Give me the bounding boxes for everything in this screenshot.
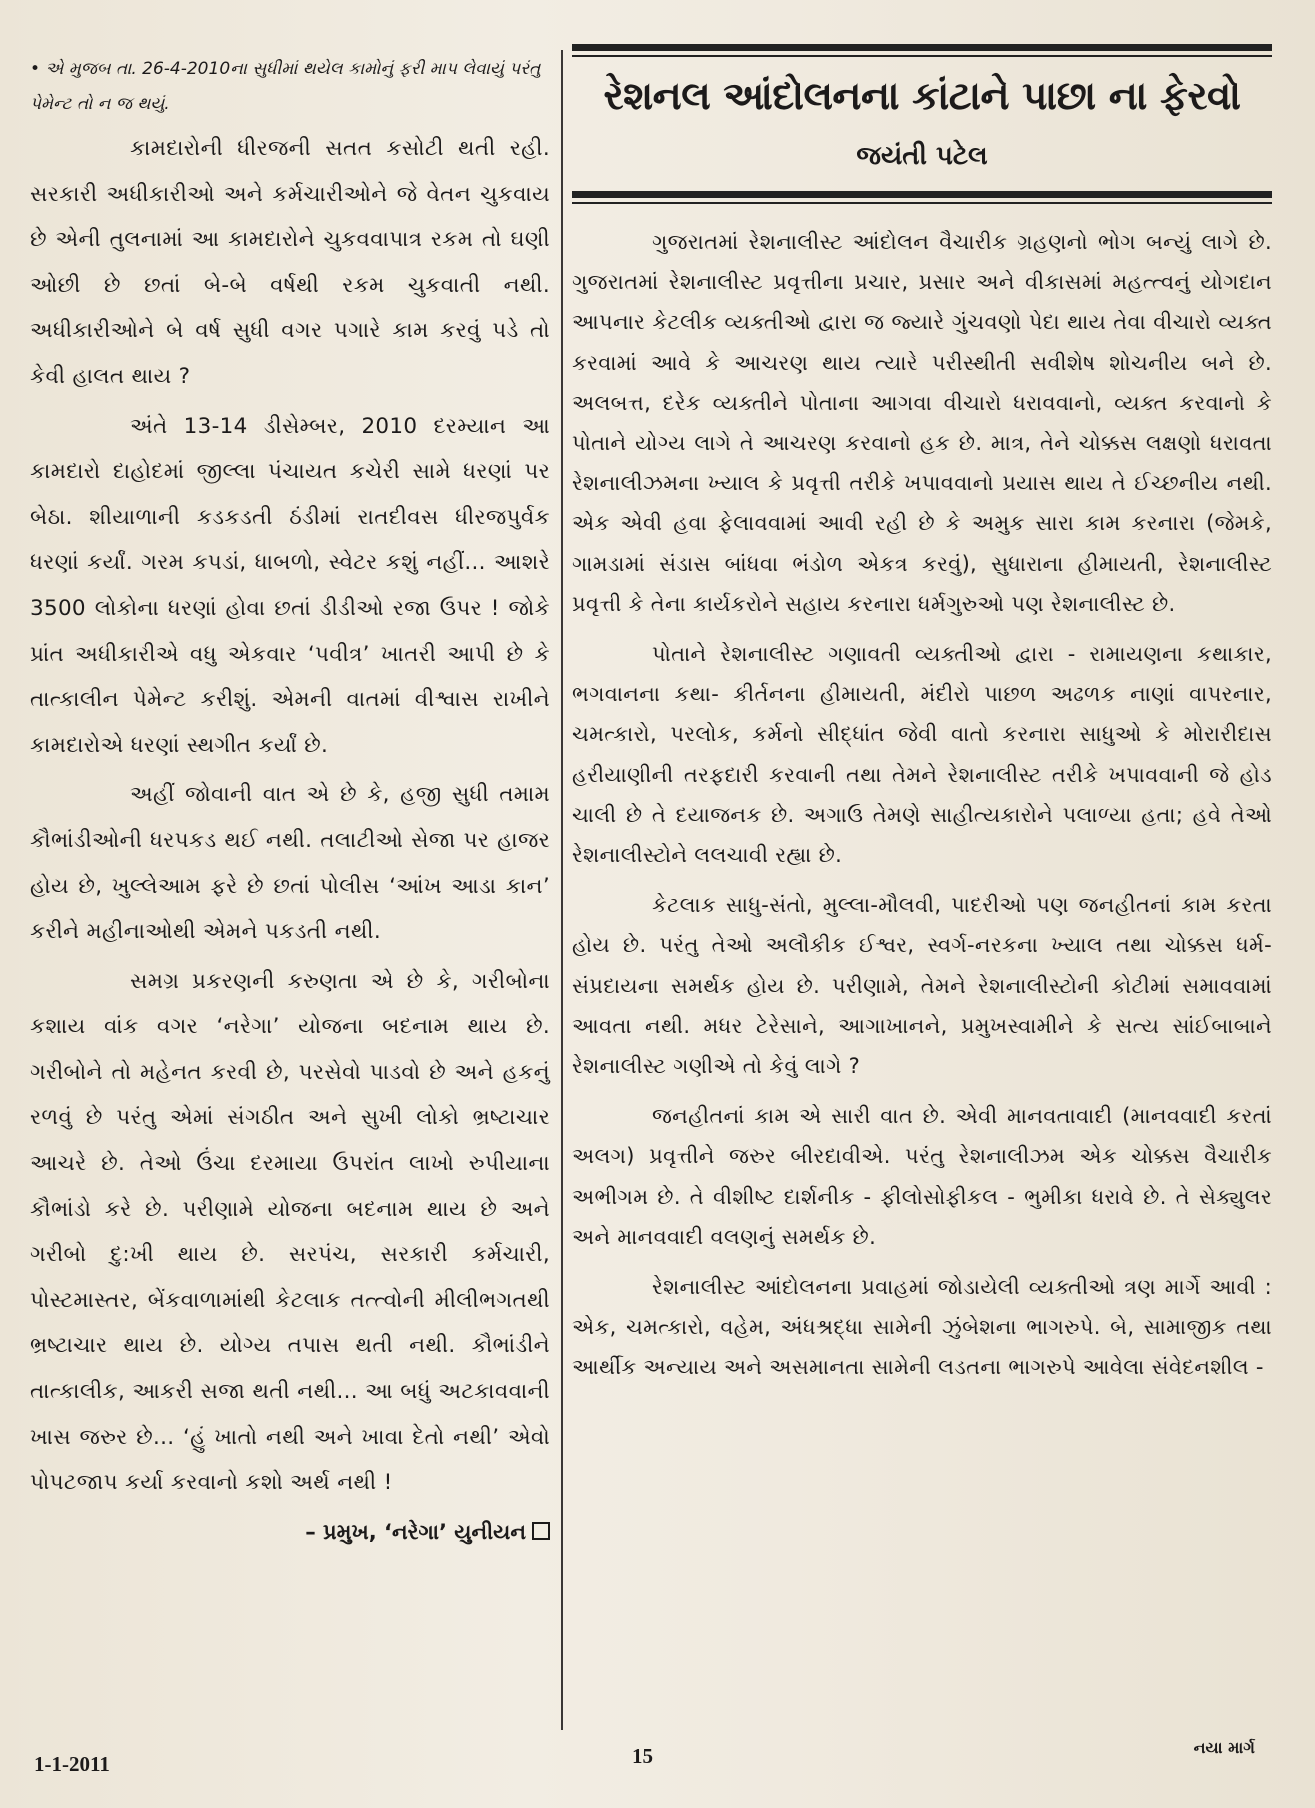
issue-date: 1-1-2011 [34,1752,110,1776]
article-headline: રેશનલ આંદોલનના કાંટાને પાછા ના ફેરવો [603,74,1241,119]
column-divider [561,50,563,1730]
measurement-note: • એ મુજબ તા. 26-4-2010ના સુધીમાં થયેલ કામોનું ફરી માપ લેવાયું પરંતુ પેમેન્ટ તો ન જ થયું. [30,59,541,114]
headline-bottom-rule [572,191,1272,198]
signature-line [30,1510,550,1554]
right-paragraph-4: જનહીતનાં કામ એ સારી વાત છે. એવી માનવતાવાદી (માનવવાદી કરતાં અલગ) પ્રવૃત્તીને જરુર બીરદાવીએ. પરંતુ રેશનાલીઝમ એક ચોક્કસ વૈચારીક અભીગમ છે. તે વીશીષ્ટ દાર્શનીક - ફીલોસોફીકલ - ભુમીકા ધરાવે છે. તે સેક્યુલર અને માનવવાદી વલણનું સમર્થક છે. [572,1104,1272,1249]
article-author: જયંતી પટેલ [856,141,988,171]
headline-bottom-rule-thin [572,202,1272,204]
left-column [30,52,550,1554]
headline-top-rule [572,44,1272,51]
right-column [572,44,1272,1398]
end-mark-square-icon [532,1522,550,1540]
left-paragraph-2: અંતે 13-14 ડીસેમ્બર, 2010 દરમ્યાન આ કામદારો દાહોદમાં જીલ્લા પંચાયત કચેરી સામે ધરણાં પર બેઠા. શીયાળાની કડકડતી ઠંડીમાં રાતદીવસ ધીરજપુર્વક ધરણાં કર્યાં. ગરમ કપડાં, ધાબળો, સ્વેટર કશું નહીં... આશરે 3500 લોકોના ધરણાં હોવા છતાં ડીડીઓ રજા ઉપર ! જોકે પ્રાંત અધીકારીએ વધુ એકવાર ‘પવીત્ર’ ખાતરી આપી છે કે તાત્કાલીન પેમેન્ટ કરીશું. એમની વાતમાં વીશ્વાસ રાખીને કામદારોએ ધરણાં સ્થગીત કર્યાં છે. [30,413,550,758]
signature-text: – પ્રમુખ, ‘નરેગા’ યુનીયન [305,1519,526,1544]
left-paragraph-3: અહીં જોવાની વાત એ છે કે, હજી સુધી તમામ કૌભાંડીઓની ધરપકડ થઈ નથી. તલાટીઓ સેજા પર હાજર હોય છે, ખુલ્લેઆમ ફરે છે છતાં પોલીસ ‘આંખ આડા કાન’ કરીને મહીનાઓથી એમને પકડતી નથી. [30,782,550,945]
page-number: 15 [632,1744,653,1768]
right-paragraph-2: પોતાને રેશનાલીસ્ટ ગણાવતી વ્યક્તીઓ દ્વારા - રામાયણના કથાકાર, ભગવાનના કથા- કીર્તનના હીમાયતી, મંદીરો પાછળ અઢળક નાણાં વાપરનાર, ચમત્કારો, પરલોક, કર્મનો સીદ્ધાંત જેવી વાતો કરનારા સાધુઓ કે મોરારીદાસ હરીયાણીની તરફદારી કરવાની તથા તેમને રેશનાલીસ્ટ તરીકે ખપાવવાની જે હોડ ચાલી છે તે દયાજનક છે. અગાઉ તેમણે સાહીત્યકારોને પલાળ્યા હતા; હવે તેઓ રેશનાલીસ્ટોને લલચાવી રહ્યા છે. [572,642,1272,868]
magazine-name: નયા માર્ગ [1193,1738,1255,1757]
right-paragraph-1: ગુજરાતમાં રેશનાલીસ્ટ આંદોલન વૈચારીક ગ્રહણનો ભોગ બન્યું લાગે છે. ગુજરાતમાં રેશનાલીસ્ટ પ્રવૃત્તીના પ્રચાર, પ્રસાર અને વીકાસમાં મહત્ત્વનું યોગદાન આપનાર કેટલીક વ્યક્તીઓ દ્વારા જ જ્યારે ગુંચવણો પેદા થાય તેવા વીચારો વ્યક્ત કરવામાં આવે કે આચરણ થાય ત્યારે પરીસ્થીતી સવીશેષ શોચનીય બને છે. અલબત્ત, દરેક વ્યક્તીને પોતાના આગવા વીચારો ધરાવવાનો, વ્યક્ત કરવાનો કે પોતાને યોગ્ય લાગે તે આચરણ કરવાનો હક છે. માત્ર, તેને ચોક્કસ લક્ષણો ધરાવતા રેશનાલીઝમના ખ્યાલ કે પ્રવૃત્તી તરીકે ખપાવવાનો પ્રયાસ થાય તે ઈચ્છનીય નથી. એક એવી હવા ફેલાવવામાં આવી રહી છે કે અમુક સારા કામ કરનારા (જેમકે, ગામડામાં સંડાસ બાંધવા ભંડોળ એકત્ર કરવું), સુધારાના હીમાયતી, રેશનાલીસ્ટ પ્રવૃત્તી કે તેના કાર્યકરોને સહાય કરનારા ધર્મગુરુઓ પણ રેશનાલીસ્ટ છે. [572,230,1272,616]
left-paragraph-1: કામદારોની ધીરજની સતત કસોટી થતી રહી. સરકારી અધીકારીઓ અને કર્મચારીઓને જે વેતન ચુકવાય છે એની તુલનામાં આ કામદારોને ચુકવવાપાત્ર રકમ તો ઘણી ઓછી છે છતાં બે-બે વર્ષથી રકમ ચુકવાતી નથી. અધીકારીઓને બે વર્ષ સુધી વગર પગારે કામ કરવું પડે તો કેવી હાલત થાય ? [30,136,550,389]
right-paragraph-5: રેશનાલીસ્ટ આંદોલનના પ્રવાહમાં જોડાયેલી વ્યક્તીઓ ત્રણ માર્ગે આવી : એક, ચમત્કારો, વહેમ, અંધશ્રદ્ધા સામેની ઝુંબેશના ભાગરુપે. બે, સામાજીક તથા આર્થીક અન્યાય અને અસમાનતા સામેની લડતના ભાગરુપે આવેલા સંવેદનશીલ - [572,1275,1272,1380]
page-footer [0,1738,1315,1778]
headline-top-rule-thin [572,55,1272,57]
left-paragraph-4: સમગ્ર પ્રકરણની કરુણતા એ છે કે, ગરીબોના કશાય વાંક વગર ‘નરેગા’ યોજના બદનામ થાય છે. ગરીબોને તો મહેનત કરવી છે, પરસેવો પાડવો છે અને હકનું રળવું છે પરંતુ એમાં સંગઠીત અને સુખી લોકો ભ્રષ્ટાચાર આચરે છે. તેઓ ઉંચા દરમાયા ઉપરાંત લાખો રુપીયાના કૌભાંડો કરે છે. પરીણામે યોજના બદનામ થાય છે અને ગરીબો દુ:ખી થાય છે. સરપંચ, સરકારી કર્મચારી, પોસ્ટમાસ્તર, બેંકવાળામાંથી કેટલાક તત્ત્વોની મીલીભગતથી ભ્રષ્ટાચાર થાય છે. યોગ્ય તપાસ થતી નથી. કૌભાંડીને તાત્કાલીક, આકરી સજા થતી નથી... આ બધું અટકાવવાની ખાસ જરુર છે... ‘હું ખાતો નથી અને ખાવા દેતો નથી’ એવો પોપટજાપ કર્યા કરવાનો કશો અર્થ નથી ! [30,968,550,1496]
right-paragraph-3: કેટલાક સાધુ-સંતો, મુલ્લા-મૌલવી, પાદરીઓ પણ જનહીતનાં કામ કરતા હોય છે. પરંતુ તેઓ અલૌકીક ઈશ્વર, સ્વર્ગ-નરકના ખ્યાલ તથા ચોક્કસ ધર્મ-સંપ્રદાયના સમર્થક હોય છે. પરીણામે, તેમને રેશનાલીસ્ટોની કોટીમાં સમાવવામાં આવતા નથી. મધર ટેરેસાને, આગાખાનને, પ્રમુખસ્વામીને કે સત્ય સાંઈબાબાને રેશનાલીસ્ટ ગણીએ તો કેવું લાગે ? [572,893,1272,1079]
